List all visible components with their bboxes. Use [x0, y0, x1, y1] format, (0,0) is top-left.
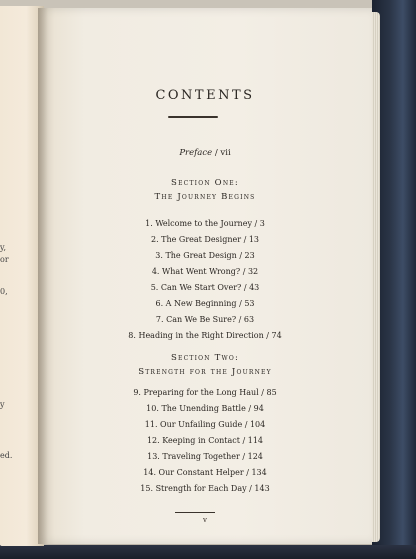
toc-entry: 4. What Went Wrong? / 32	[151, 267, 259, 276]
toc-entry: 10. The Unending Battle / 94	[146, 404, 264, 413]
facing-page-fragment: or	[0, 255, 9, 264]
toc-entry: 12. Keeping in Contact / 114	[146, 436, 264, 445]
toc-entry: 3. The Great Design / 23	[155, 251, 255, 260]
facing-page-fragment: y	[0, 400, 5, 409]
toc-entry: 7. Can We Be Sure? / 63	[155, 315, 255, 324]
preface-entry	[38, 148, 372, 158]
facing-page-fragment: 0,	[0, 287, 8, 296]
section-one-heading	[38, 178, 372, 202]
toc-entry: 1. Welcome to the Journey / 3	[145, 219, 265, 228]
toc-entry: 8. Heading in the Right Direction / 74	[128, 331, 282, 340]
footer-divider	[175, 512, 215, 513]
toc-entry: 9. Preparing for the Long Haul / 85	[133, 388, 277, 397]
facing-page-fragment: y,	[0, 243, 6, 252]
facing-page-fragment: ed.	[0, 451, 13, 460]
page-title: CONTENTS	[155, 88, 255, 103]
preface-separator: /	[214, 148, 221, 158]
section-heading-line2: The Journey Begins	[154, 192, 256, 202]
section-heading-line1: Section Two:	[170, 353, 240, 363]
title-divider	[168, 116, 218, 118]
contents-text	[38, 8, 372, 544]
preface-page: vii	[220, 148, 231, 158]
book-cover-bottom	[0, 545, 416, 559]
toc-entry: 11. Our Unfailing Guide / 104	[144, 420, 266, 429]
toc-entry: 14. Our Constant Helper / 134	[143, 468, 267, 477]
toc-entry: 13. Traveling Together / 124	[147, 452, 263, 461]
section-heading-line1: Section One:	[171, 178, 239, 188]
section-heading-line2: Strength for the Journey	[138, 367, 272, 377]
section-two-heading	[38, 353, 372, 377]
toc-entry: 15. Strength for Each Day / 143	[140, 484, 270, 493]
toc-entry: 6. A New Beginning / 53	[155, 299, 255, 308]
page-number: v	[203, 516, 207, 524]
toc-entry: 2. The Great Designer / 13	[150, 235, 260, 244]
toc-entry: 5. Can We Start Over? / 43	[150, 283, 260, 292]
preface-label: Preface	[179, 148, 213, 158]
